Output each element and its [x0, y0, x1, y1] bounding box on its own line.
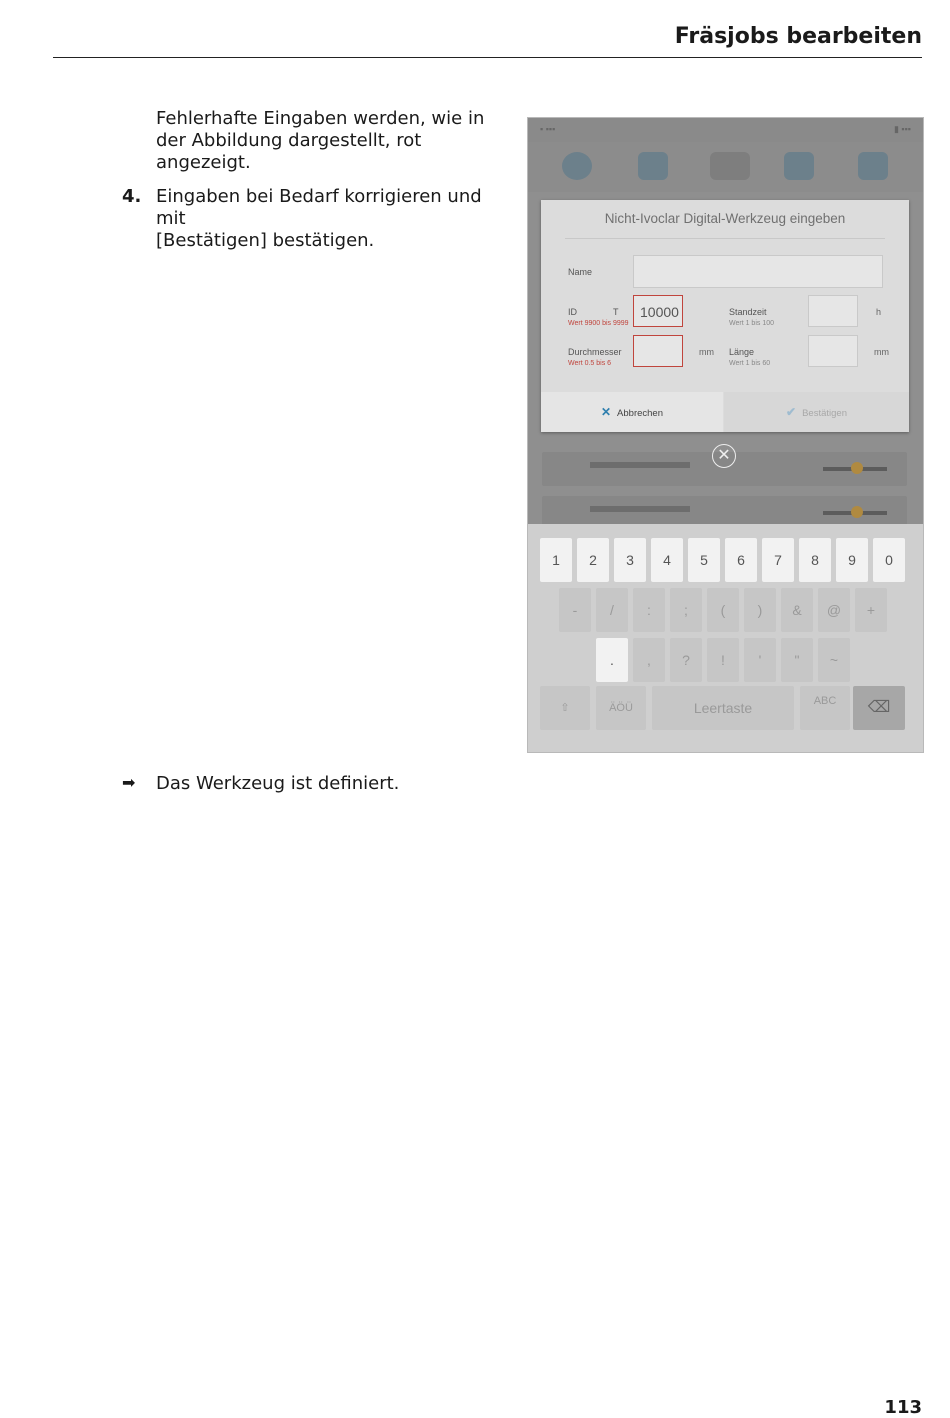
key-at[interactable]: @: [818, 588, 850, 632]
key-minus[interactable]: -: [559, 588, 591, 632]
check-icon: ✔: [786, 405, 797, 419]
durchmesser-hint: Wert 0.5 bis 6: [568, 360, 612, 367]
durchmesser-label: Durchmesser: [568, 347, 622, 357]
wrench-icon: [858, 152, 888, 180]
paragraph-error-info: [156, 108, 506, 174]
standzeit-unit: h: [876, 307, 882, 317]
key-9[interactable]: 9: [836, 538, 868, 582]
close-icon: ✕: [600, 405, 612, 419]
key-ampersand[interactable]: &: [781, 588, 813, 632]
abc-key[interactable]: ABC: [800, 686, 850, 730]
paragraph-line: der Abbildung dargestellt, rot: [156, 130, 422, 151]
step-number: 4.: [122, 186, 142, 207]
umlaut-key[interactable]: ÄÖÜ: [596, 686, 646, 730]
standzeit-hint: Wert 1 bis 100: [729, 320, 775, 327]
key-paren-open[interactable]: (: [707, 588, 739, 632]
page-header-title: Fräsjobs bearbeiten: [674, 24, 922, 49]
confirm-button-label: Bestätigen: [802, 408, 847, 419]
status-bar: [528, 118, 923, 142]
cancel-button-label: Abbrechen: [617, 408, 663, 419]
battery-icon: ▮ ▪▪▪: [893, 124, 911, 134]
settings-icon: [562, 152, 592, 180]
ui-screenshot: [527, 117, 924, 753]
key-plus[interactable]: +: [855, 588, 887, 632]
app-toolbar: [528, 142, 923, 192]
id-input-value: 10000: [640, 304, 679, 320]
shift-icon: ⇧: [560, 702, 570, 714]
result-arrow-icon: ➡: [122, 773, 136, 792]
key-8[interactable]: 8: [799, 538, 831, 582]
durchmesser-input[interactable]: [633, 335, 683, 367]
id-hint: Wert 9900 bis 9999: [568, 320, 629, 327]
paragraph-line: angezeigt.: [156, 152, 251, 173]
key-colon[interactable]: :: [633, 588, 665, 632]
key-period[interactable]: .: [596, 638, 628, 682]
dialog-title: Nicht-Ivoclar Digital-Werkzeug eingeben: [604, 211, 846, 226]
id-prefix: T: [613, 307, 619, 317]
dialog-divider: [565, 238, 885, 239]
laenge-label: Länge: [729, 347, 755, 357]
key-question[interactable]: ?: [670, 638, 702, 682]
durchmesser-unit: mm: [699, 347, 714, 357]
name-input[interactable]: [633, 255, 883, 288]
key-tilde[interactable]: ~: [818, 638, 850, 682]
key-slash[interactable]: /: [596, 588, 628, 632]
key-semicolon[interactable]: ;: [670, 588, 702, 632]
key-quote[interactable]: ": [781, 638, 813, 682]
key-comma[interactable]: ,: [633, 638, 665, 682]
tool-tab-icon: [710, 152, 750, 180]
id-input[interactable]: [633, 295, 683, 327]
header-rule: [53, 57, 922, 58]
space-key[interactable]: Leertaste: [652, 686, 794, 730]
key-apostrophe[interactable]: ': [744, 638, 776, 682]
key-4[interactable]: 4: [651, 538, 683, 582]
key-5[interactable]: 5: [688, 538, 720, 582]
key-0[interactable]: 0: [873, 538, 905, 582]
laenge-unit: mm: [874, 347, 889, 357]
confirm-button[interactable]: [724, 392, 909, 432]
key-3[interactable]: 3: [614, 538, 646, 582]
paragraph-line: Fehlerhafte Eingaben werden, wie in: [156, 108, 485, 129]
dialog-button-row: [541, 392, 909, 432]
key-paren-close[interactable]: ): [744, 588, 776, 632]
backspace-key[interactable]: [853, 686, 905, 730]
status-left: ▪ ▪▪▪: [540, 124, 556, 134]
name-label: Name: [568, 267, 593, 277]
backspace-icon: ⌫: [867, 699, 891, 716]
step-text: [156, 186, 506, 252]
step-line: Eingaben bei Bedarf korrigieren und mit: [156, 186, 482, 229]
step-line: [Bestätigen] bestätigen.: [156, 230, 375, 251]
key-6[interactable]: 6: [725, 538, 757, 582]
standzeit-input[interactable]: [808, 295, 858, 327]
result-text: Das Werkzeug ist definiert.: [156, 773, 400, 794]
tool-input-dialog: [541, 200, 909, 432]
shift-key[interactable]: [540, 686, 590, 730]
laenge-hint: Wert 1 bis 60: [729, 360, 771, 367]
standzeit-label: Standzeit: [729, 307, 767, 317]
calendar-icon: [784, 152, 814, 180]
on-screen-keyboard: [528, 524, 923, 752]
key-7[interactable]: 7: [762, 538, 794, 582]
id-label: ID: [568, 307, 577, 317]
machine-icon: [638, 152, 668, 180]
key-exclamation[interactable]: !: [707, 638, 739, 682]
key-1[interactable]: 1: [540, 538, 572, 582]
laenge-input[interactable]: [808, 335, 858, 367]
cancel-button[interactable]: [541, 392, 723, 432]
page-number: 113: [884, 1397, 922, 1418]
close-circle-icon[interactable]: ✕: [712, 444, 736, 468]
key-2[interactable]: 2: [577, 538, 609, 582]
